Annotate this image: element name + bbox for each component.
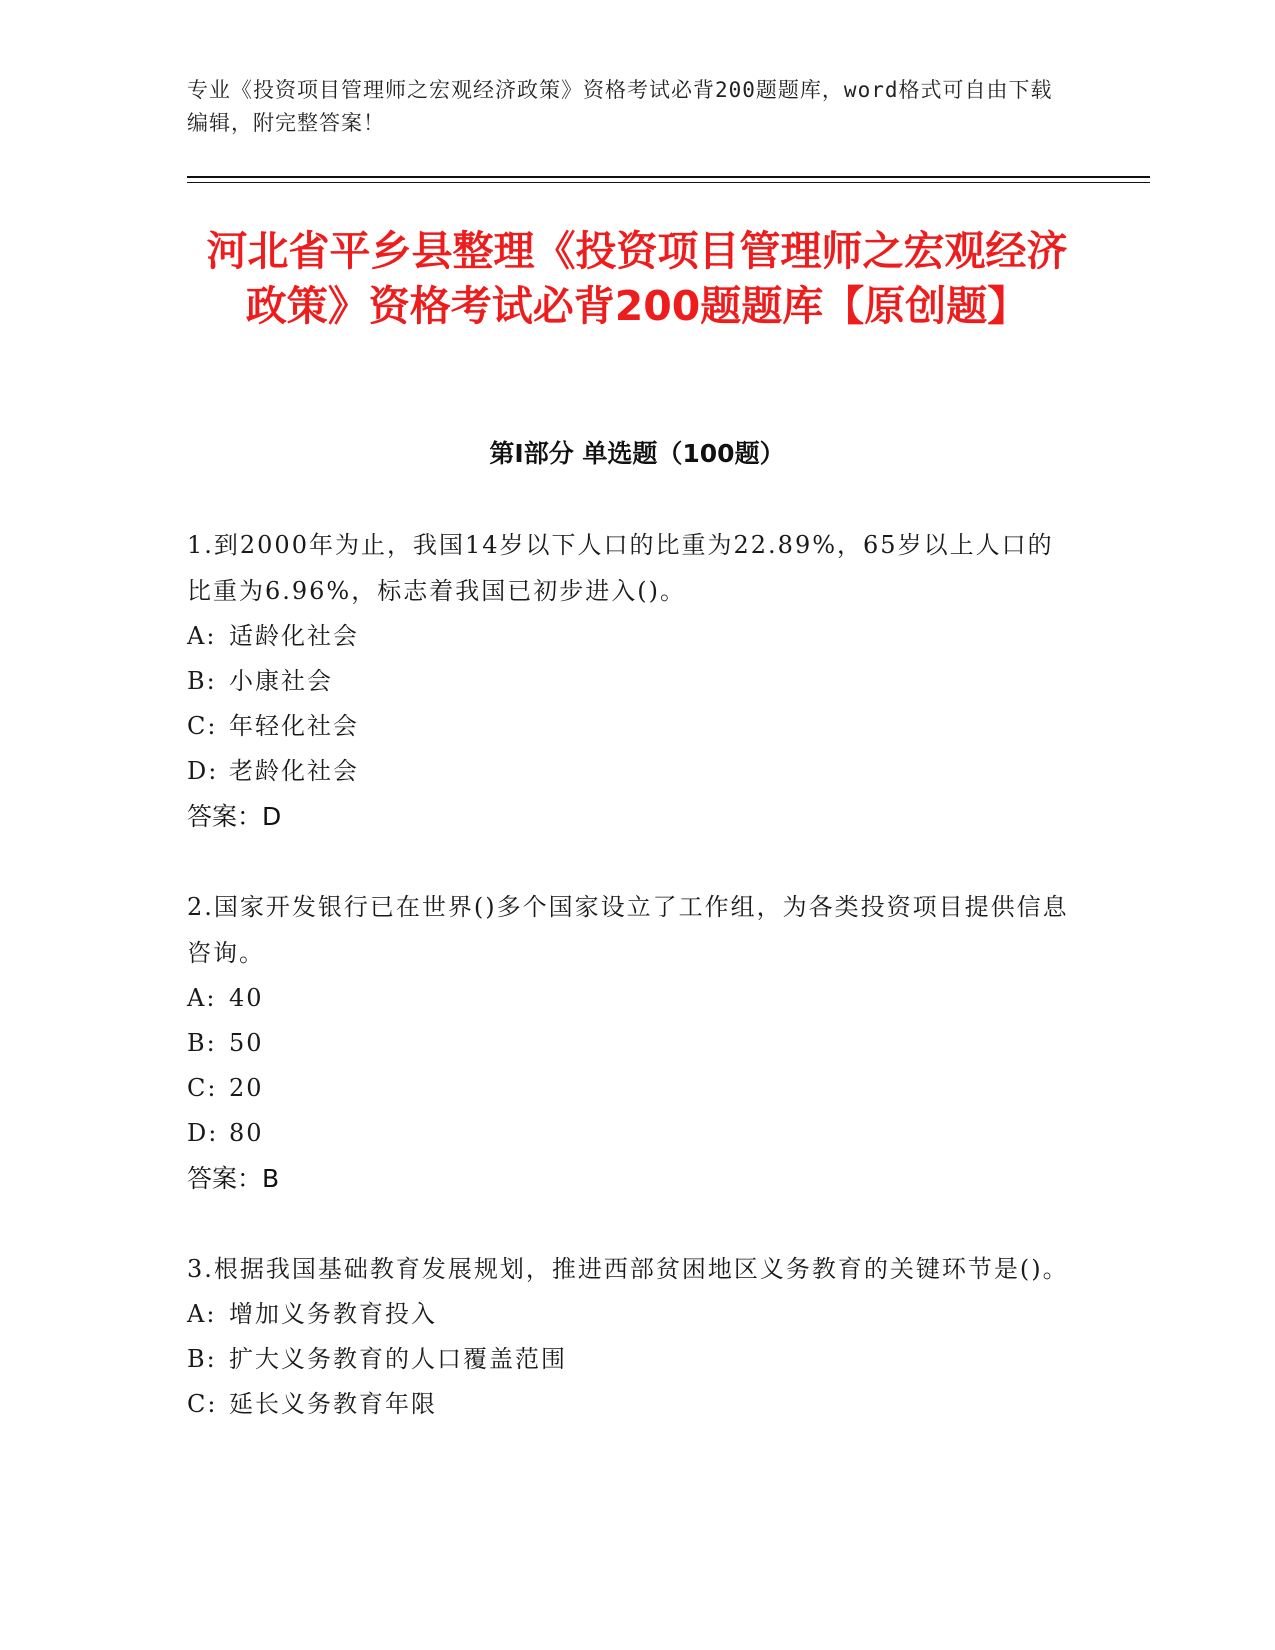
header-note: 专业《投资项目管理师之宏观经济政策》资格考试必背200题题库，word格式可自由下载编辑，附完整答案！ <box>187 78 1053 135</box>
question-2 <box>187 884 1077 1202</box>
option-a <box>187 1292 1077 1337</box>
header-rule-thin <box>187 182 1150 183</box>
option-b <box>187 1021 1077 1066</box>
section-heading: 第I部分 单选题（100题） <box>489 439 785 468</box>
option-b <box>187 659 1077 704</box>
option-text: 老龄化社会 <box>229 757 359 785</box>
document-title: 河北省平乡县整理《投资项目管理师之宏观经济政策》资格考试必背200题题库【原创题】 <box>206 227 1068 330</box>
option-d <box>187 1111 1077 1156</box>
option-key: B: <box>187 1345 217 1373</box>
option-key: A: <box>187 1300 217 1328</box>
option-key: B: <box>187 1029 217 1057</box>
answer-line: 答案：D <box>187 802 282 831</box>
option-key: A: <box>187 984 217 1012</box>
option-text: 增加义务教育投入 <box>229 1300 437 1328</box>
option-text: 年轻化社会 <box>229 712 359 740</box>
option-d <box>187 749 1077 794</box>
option-text: 20 <box>229 1074 264 1102</box>
option-a <box>187 976 1077 1021</box>
answer-line: 答案：B <box>187 1164 280 1193</box>
question-stem: 1.到2000年为止，我国14岁以下人口的比重为22.89%，65岁以上人口的比重为6.96%，标志着我国已初步进入()。 <box>187 531 1054 605</box>
option-c <box>187 704 1077 749</box>
option-key: C: <box>187 1074 218 1102</box>
question-3 <box>187 1246 1077 1427</box>
question-list <box>187 522 1077 1471</box>
option-key: B: <box>187 667 217 695</box>
option-key: D: <box>187 757 219 785</box>
option-key: C: <box>187 1390 218 1418</box>
option-text: 适龄化社会 <box>229 622 359 650</box>
option-text: 40 <box>229 984 264 1012</box>
question-stem: 3.根据我国基础教育发展规划，推进西部贫困地区义务教育的关键环节是()。 <box>187 1255 1069 1283</box>
option-text: 80 <box>229 1119 264 1147</box>
option-text: 扩大义务教育的人口覆盖范围 <box>229 1345 567 1373</box>
option-a <box>187 614 1077 659</box>
option-c <box>187 1066 1077 1111</box>
option-key: A: <box>187 622 217 650</box>
option-key: D: <box>187 1119 219 1147</box>
question-stem: 2.国家开发银行已在世界()多个国家设立了工作组，为各类投资项目提供信息咨询。 <box>187 893 1069 967</box>
option-text: 50 <box>229 1029 264 1057</box>
option-b <box>187 1337 1077 1382</box>
question-1 <box>187 522 1077 840</box>
option-c <box>187 1382 1077 1427</box>
option-text: 小康社会 <box>229 667 333 695</box>
option-text: 延长义务教育年限 <box>229 1390 437 1418</box>
option-key: C: <box>187 712 218 740</box>
header-rule-thick <box>187 176 1150 178</box>
